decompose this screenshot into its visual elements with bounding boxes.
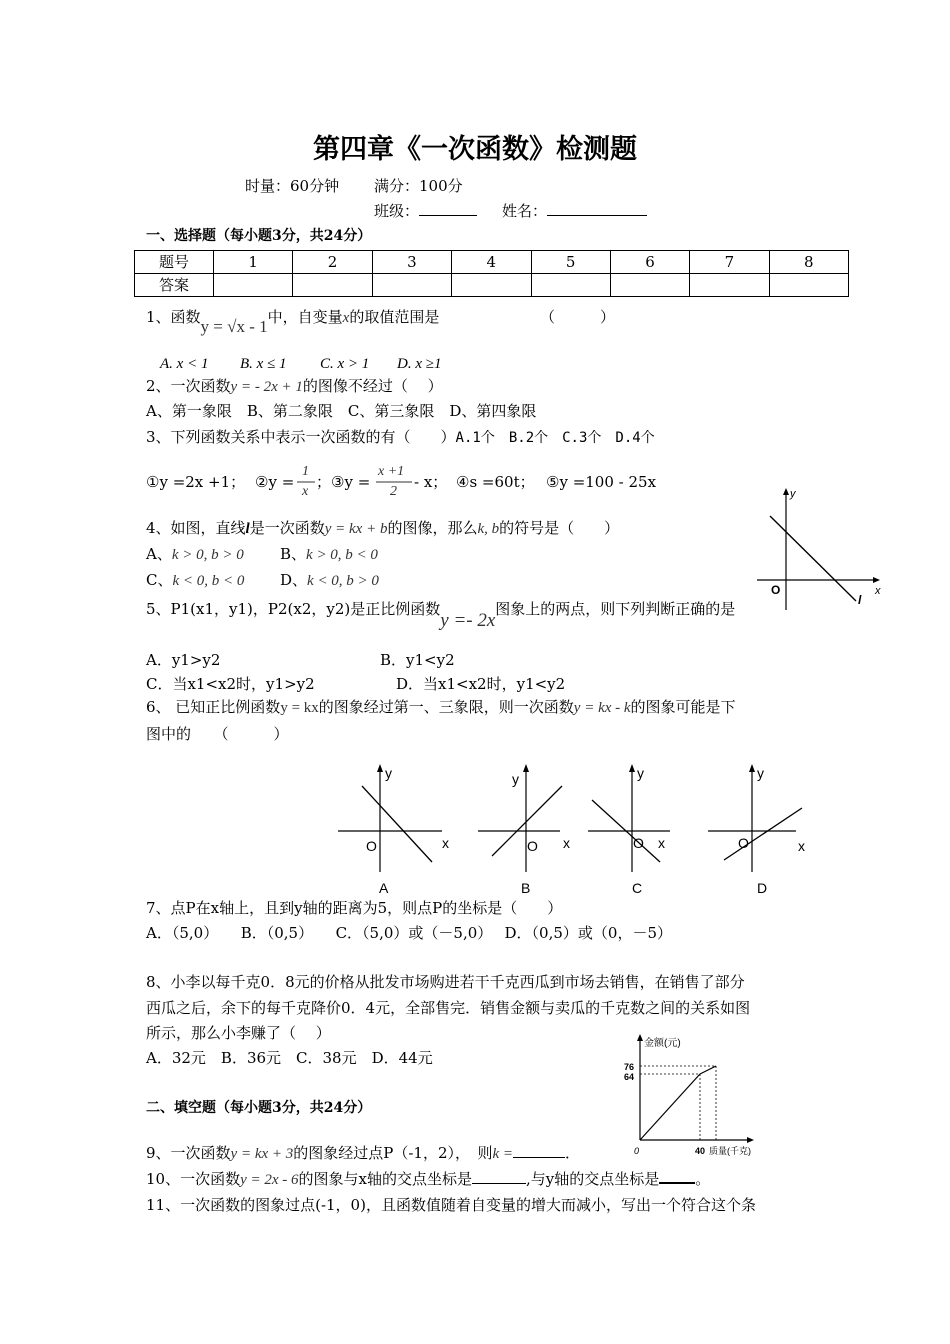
q9-suffix: 的图象经过点P（-1，2）， 则 — [293, 1144, 493, 1162]
q1-var: x — [342, 310, 350, 326]
question-number: 1 — [214, 251, 293, 274]
time-info: 时量：60分钟 — [245, 177, 340, 195]
q9-ans-var: k = — [492, 1146, 514, 1162]
q6-line2: 图中的 （ ） — [146, 725, 289, 743]
q4-option-a — [146, 544, 244, 565]
q6-formula1: y = kx — [280, 700, 319, 716]
score-info: 满分：100分 — [374, 177, 463, 195]
q3-f3a: ③y = — [331, 473, 371, 491]
q10-middle2: ,与y轴的交点坐标是 — [526, 1170, 660, 1188]
q4-option-b — [280, 544, 378, 565]
q6-graph-d-label: D — [757, 880, 768, 896]
q6-graph-a-o: O — [366, 838, 377, 854]
q2-formula: y = - 2x + 1 — [230, 379, 303, 395]
q1-paren: （ ） — [540, 308, 616, 326]
q3-f2den: x — [302, 484, 309, 499]
q9-prefix: 9、一次函数 — [146, 1144, 231, 1162]
q6-graph-d-o: O — [738, 835, 749, 851]
q4-suffix: 的图像，那么 — [387, 519, 478, 537]
q5-option-d: D．当x1<x2时，y1<y2 — [396, 675, 566, 693]
q2 — [146, 376, 443, 397]
q8-line1: 8、小李以每千克0．8元的价格从批发市场购进若干千克西瓜到市场去销售，在销售了部分 — [146, 973, 745, 991]
q8-chart-x-tick-0: 0 — [634, 1146, 640, 1156]
q6-formula2: y = kx - k — [573, 700, 631, 716]
name-blank[interactable] — [547, 201, 647, 216]
q7-text: 7、点P在x轴上，且到y轴的距离为5，则点P的坐标是（ ） — [146, 899, 563, 917]
q4-option-a-label: A、 — [146, 545, 172, 563]
q6-graph-b-y: y — [512, 771, 519, 787]
table-row — [135, 251, 849, 274]
section1-title: 一、选择题（每小题3分，共24分） — [146, 228, 372, 244]
q1-prefix: 1、函数 — [146, 308, 201, 326]
q9-answer-blank[interactable] — [513, 1143, 565, 1158]
q8-chart-y-title: 金额(元) — [644, 1038, 681, 1049]
q7-options: A．（5,0） B．（0,5） C．（5,0）或（－5,0） D．（0,5）或（0，－5） — [146, 924, 672, 942]
q4-end: 的符号是（ ） — [499, 519, 620, 537]
question-number: 2 — [293, 251, 372, 274]
q4-middle: 是一次函数 — [249, 519, 325, 537]
q9 — [146, 1143, 580, 1164]
q6-graph-a-x: x — [442, 835, 449, 851]
q8-chart-x-title: 质量(千克) — [709, 1146, 751, 1156]
q8-line2: 西瓜之后，余下的每千克降价0．4元，全部售完．销售金额与卖瓜的千克数之间的关系如图 — [146, 999, 751, 1017]
q4-option-b-text: k > 0, b < 0 — [306, 547, 378, 563]
table-row — [135, 274, 849, 297]
q8-segment-1 — [640, 1074, 700, 1140]
q4-vars: k, b — [477, 521, 500, 537]
q6-graph-a-label: A — [379, 880, 389, 896]
question-number: 8 — [769, 251, 848, 274]
q6-text-b: 的图象经过第一、三象限，则一次函数 — [318, 698, 574, 716]
q4 — [146, 518, 619, 539]
q1-option-b: B. x ≤ 1 — [240, 356, 287, 372]
answer-cell[interactable] — [531, 274, 610, 297]
q6-graph-c-y: y — [637, 765, 644, 781]
q3-f3num: x +1 — [378, 464, 405, 479]
q6-text-c: 的图象可能是下 — [630, 698, 736, 716]
q6-graph-b — [478, 764, 570, 896]
q4-graph-origin: O — [771, 583, 781, 597]
q10-y-intercept-blank[interactable] — [659, 1168, 695, 1184]
question-number: 4 — [452, 251, 531, 274]
q1-option-c: C. x > 1 — [320, 356, 370, 372]
q10-end: 。 — [695, 1170, 711, 1188]
q5-text-b: 图象上的两点，则下列判断正确的是 — [495, 600, 736, 618]
q6-graph-b-o: O — [527, 838, 538, 854]
q1-option-a: A. x < 1 — [160, 356, 209, 372]
q8-options: A．32元 B．36元 C．38元 D．44元 — [146, 1049, 433, 1067]
q10-middle: 的图象与x轴的交点坐标是 — [298, 1170, 472, 1188]
answer-cell[interactable] — [690, 274, 769, 297]
q3-f5: ⑤y =100 - 25x — [546, 473, 657, 491]
q4-prefix: 4、如图，直线 — [146, 519, 246, 537]
q1 — [146, 307, 440, 336]
q3-text: 3、下列函数关系中表示一次函数的有（ ） — [146, 428, 456, 446]
q1-formula: y = √x - 1 — [200, 317, 268, 336]
answer-cell[interactable] — [610, 274, 689, 297]
section2-title: 二、填空题（每小题3分，共24分） — [146, 1100, 372, 1116]
q3 — [146, 427, 655, 448]
q4-graph — [752, 484, 892, 614]
class-field — [374, 201, 477, 221]
q5-formula: y =- 2x — [440, 610, 496, 631]
q4-option-d-text: k < 0, b > 0 — [307, 573, 379, 589]
page-title: 第四章《一次函数》检测题 — [313, 134, 637, 165]
row-header: 题号 — [135, 251, 214, 274]
q4-option-d-label: D、 — [280, 571, 308, 589]
question-number: 7 — [690, 251, 769, 274]
q4-graph-y-label: y — [790, 488, 796, 500]
q3-f2b: ； — [316, 473, 332, 491]
q6 — [146, 697, 736, 718]
q3-f2a: ②y = — [255, 473, 295, 491]
q10-x-intercept-blank[interactable] — [472, 1169, 526, 1184]
q2-suffix: 的图像不经过（ ） — [302, 377, 443, 395]
q2-options: A、第一象限 B、第二象限 C、第三象限 D、第四象限 — [146, 402, 537, 420]
name-field — [502, 201, 647, 221]
q8-segment-2 — [700, 1066, 716, 1074]
q4-graph-x-label: x — [875, 585, 881, 597]
q1-middle: 中，自变量 — [267, 308, 343, 326]
q6-graph-b-label: B — [521, 880, 531, 896]
question-number: 5 — [531, 251, 610, 274]
q9-formula: y = kx + 3 — [230, 1146, 294, 1162]
q4-option-a-text: k > 0, b > 0 — [171, 547, 244, 563]
q5 — [146, 599, 736, 631]
q6-graph-a-y: y — [385, 765, 392, 781]
q6-graph-c — [588, 764, 670, 896]
q3-f3den: 2 — [390, 484, 397, 499]
q2-prefix: 2、一次函数 — [146, 377, 231, 395]
answer-cell[interactable] — [214, 274, 293, 297]
q8-line3: 所示，那么小李赚了（ ） — [146, 1024, 331, 1042]
answer-cell[interactable] — [769, 274, 848, 297]
answer-cell[interactable] — [372, 274, 451, 297]
q5-option-b: B．y1<y2 — [380, 651, 455, 669]
q1-option-d: D. x ≥1 — [397, 356, 442, 372]
question-number: 6 — [610, 251, 689, 274]
q4-option-c-text: k < 0, b < 0 — [172, 573, 245, 589]
q6-text-a: 6、 已知正比例函数 — [146, 698, 281, 716]
q11-text: 11、一次函数的图象过点(-1，0)，且函数值随着自变量的增大而减小，写出一个符合这个条 — [146, 1196, 756, 1214]
q8-chart-y-tick-64: 64 — [624, 1072, 635, 1082]
q4-var-l: l — [245, 521, 250, 537]
q4-option-c — [146, 570, 244, 591]
q8-chart — [610, 1028, 760, 1164]
q3-f4: ④s =60t； — [456, 473, 535, 491]
class-label: 班级： — [374, 202, 420, 220]
q6-graph-c-o: O — [633, 835, 644, 851]
q6-graph-a — [338, 764, 449, 896]
question-number: 3 — [372, 251, 451, 274]
class-blank[interactable] — [419, 201, 477, 216]
q6-graph-d — [708, 764, 805, 896]
q4-option-d — [280, 570, 379, 591]
q4-graph-line-label: l — [858, 593, 862, 607]
q1-suffix: 的取值范围是 — [349, 308, 440, 326]
q6-graphs — [330, 760, 820, 900]
q6-graph-b-x: x — [563, 835, 570, 851]
answer-cell[interactable] — [452, 274, 531, 297]
q3-choices: A.1个 B.2个 C.3个 D.4个 — [455, 430, 655, 446]
q5-option-c: C．当x1<x2时，y1>y2 — [146, 675, 315, 693]
q3-f3b: - x； — [414, 473, 448, 491]
answer-table — [134, 250, 849, 297]
q6-graph-c-x: x — [658, 835, 665, 851]
q9-end: ． — [565, 1144, 581, 1162]
q10 — [146, 1168, 710, 1190]
q3-f2num: 1 — [302, 464, 309, 479]
q8-chart-y-tick-76: 76 — [624, 1062, 635, 1072]
q4-formula: y = kx + b — [324, 521, 388, 537]
q5-option-a: A．y1>y2 — [146, 651, 221, 669]
q6-graph-d-y: y — [757, 765, 764, 781]
q6-graph-d-x: x — [798, 838, 805, 854]
answer-cell[interactable] — [293, 274, 372, 297]
q8-chart-x-tick-40: 40 — [695, 1146, 706, 1156]
q4-option-b-label: B、 — [280, 545, 307, 563]
q4-option-c-label: C、 — [146, 571, 173, 589]
q3-f1: ①y =2x +1； — [146, 473, 246, 491]
name-label: 姓名： — [502, 202, 548, 220]
q10-prefix: 10、一次函数 — [146, 1170, 241, 1188]
q10-formula: y = 2x - 6 — [240, 1172, 299, 1188]
q6-graph-c-label: C — [632, 880, 643, 896]
q5-text-a: 5、P1(x1，y1)，P2(x2，y2)是正比例函数 — [146, 600, 441, 618]
row-header: 答案 — [135, 274, 214, 297]
